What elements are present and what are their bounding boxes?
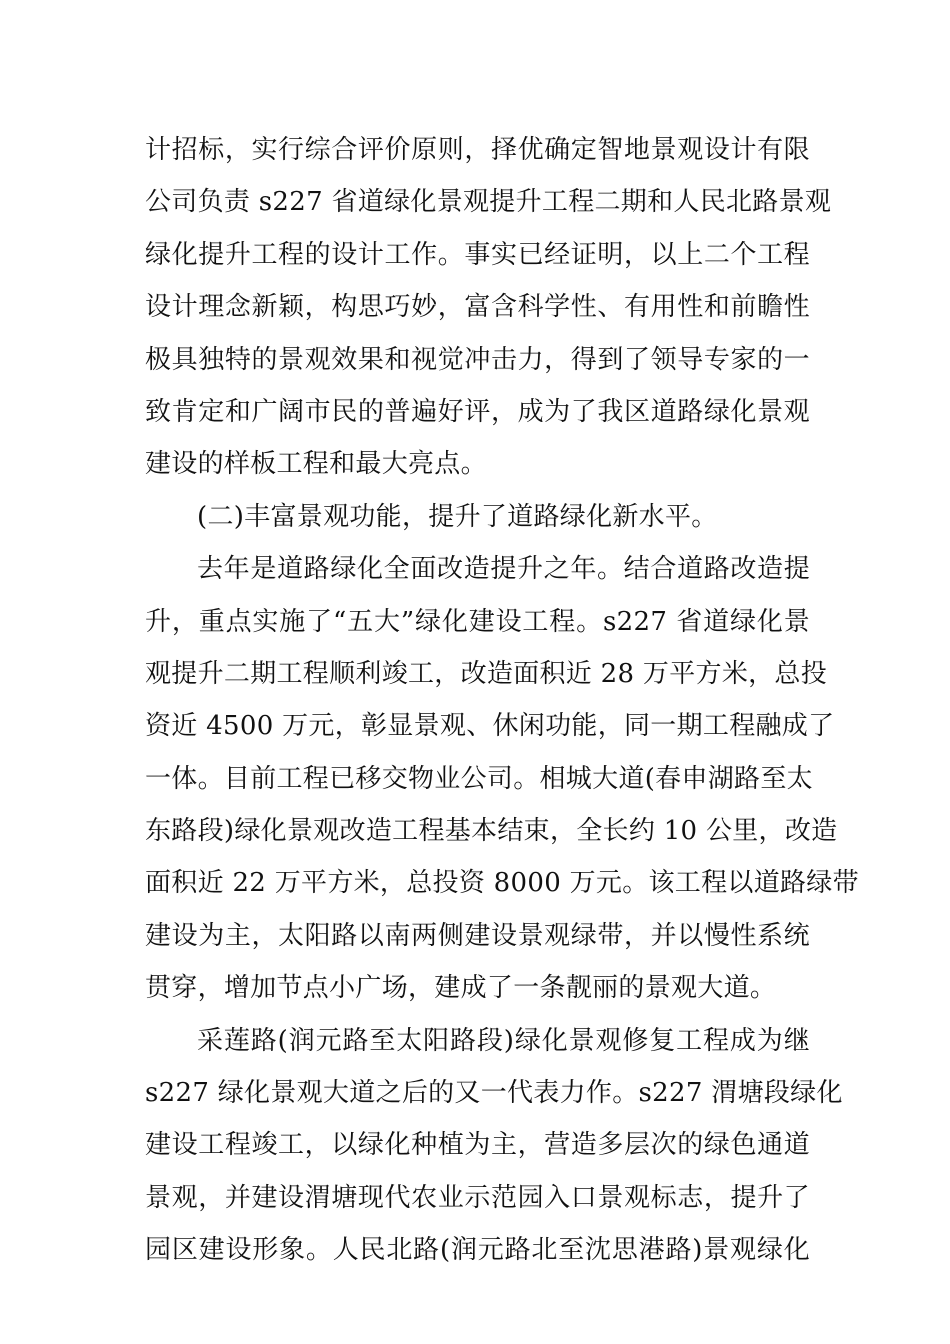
text-line: 观提升二期工程顺利竣工，改造面积近 28 万平方米，总投 <box>145 658 828 689</box>
text-line: 一体。目前工程已移交物业公司。相城大道(春申湖路至太 <box>145 763 813 794</box>
text-line: 贯穿，增加节点小广场，建成了一条靓丽的景观大道。 <box>145 973 777 1004</box>
text-line: 升，重点实施了“五大”绿化建设工程。s227 省道绿化景 <box>145 606 810 637</box>
text-line: 建设的样板工程和最大亮点。 <box>145 449 487 480</box>
text-line: 建设工程竣工，以绿化种植为主，营造多层次的绿色通道 <box>145 1130 810 1161</box>
text-line: 采莲路(润元路至太阳路段)绿化景观修复工程成为继 <box>197 1025 810 1056</box>
text-line: 去年是道路绿化全面改造提升之年。结合道路改造提 <box>197 554 810 585</box>
text-line: 面积近 22 万平方米，总投资 8000 万元。该工程以道路绿带 <box>145 868 859 899</box>
body-text <box>145 124 859 1277</box>
text-line: 东路段)绿化景观改造工程基本结束，全长约 10 公里，改造 <box>145 816 838 847</box>
text-line: 景观，并建设渭塘现代农业示范园入口景观标志，提升了 <box>145 1182 810 1213</box>
text-line: 设计理念新颖，构思巧妙，富含科学性、有用性和前瞻性 <box>145 292 810 323</box>
text-line: 致肯定和广阔市民的普遍好评，成为了我区道路绿化景观 <box>145 396 810 427</box>
text-line: 资近 4500 万元，彰显景观、休闲功能，同一期工程融成了 <box>145 711 835 742</box>
text-line: 园区建设形象。人民北路(润元路北至沈思港路)景观绿化 <box>145 1235 810 1266</box>
text-line: 建设为主，太阳路以南两侧建设景观绿带，并以慢性系统 <box>145 920 810 951</box>
text-line: 绿化提升工程的设计工作。事实已经证明，以上二个工程 <box>145 239 810 270</box>
text-line: 计招标，实行综合评价原则，择优确定智地景观设计有限 <box>145 135 810 165</box>
text-line: 公司负责 s227 省道绿化景观提升工程二期和人民北路景观 <box>145 187 832 218</box>
text-line: s227 绿化景观大道之后的又一代表力作。s227 渭塘段绿化 <box>145 1078 843 1109</box>
section-heading: (二)丰富景观功能，提升了道路绿化新水平。 <box>197 501 718 532</box>
text-line: 极具独特的景观效果和视觉冲击力，得到了领导专家的一 <box>145 344 810 375</box>
